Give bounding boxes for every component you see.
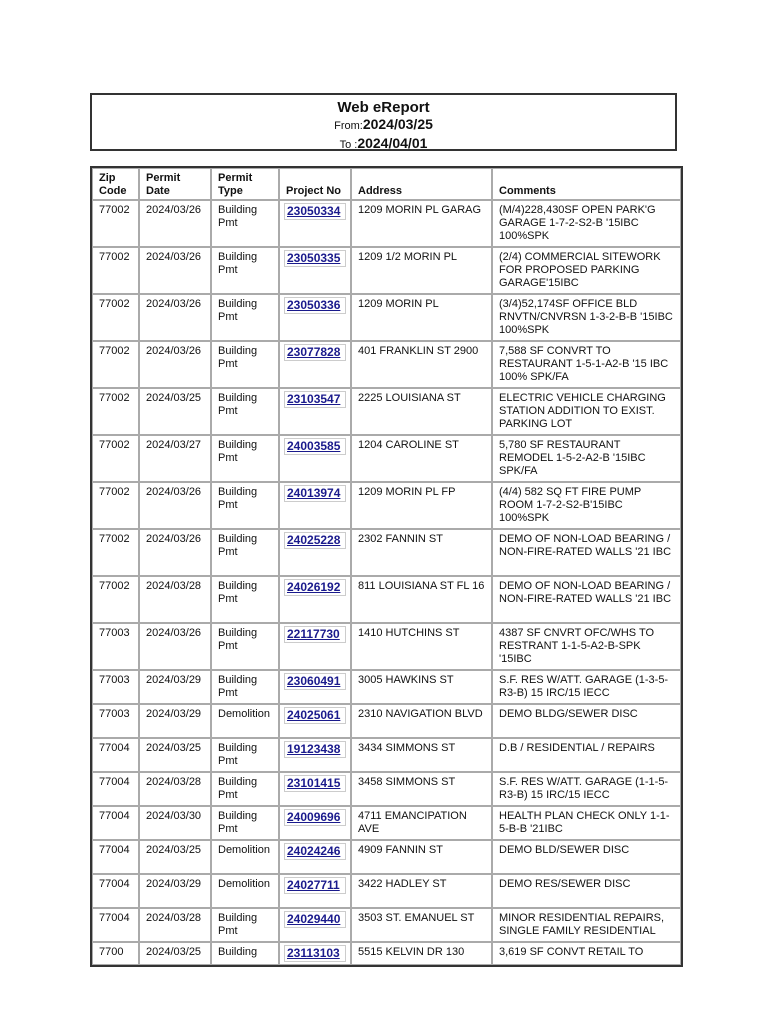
comments-cell: DEMO OF NON-LOAD BEARING / NON-FIRE-RATED WALLS '21 IBC [492,529,681,576]
project-cell [279,294,351,341]
comments-cell: (3/4)52,174SF OFFICE BLD RNVTN/CNVRSN 1-3-2-B-B '15IBC 100%SPK [492,294,681,341]
table-row [92,623,681,670]
table-row [92,806,681,840]
permit-table [90,166,683,967]
address-cell: 3422 HADLEY ST [351,874,492,908]
date-cell: 2024/03/26 [139,341,211,388]
type-cell: Building Pmt [211,576,279,623]
to-date: 2024/04/01 [357,135,428,151]
date-cell: 2024/03/26 [139,200,211,247]
project-link[interactable]: 23101415 [284,775,346,792]
type-cell: Building Pmt [211,247,279,294]
project-cell [279,670,351,704]
date-cell: 2024/03/25 [139,388,211,435]
date-cell: 2024/03/26 [139,529,211,576]
project-link[interactable]: 23113103 [284,945,346,962]
comments-cell: (M/4)228,430SF OPEN PARK'G GARAGE 1-7-2-S2-B '15IBC 100%SPK [492,200,681,247]
table-row [92,200,681,247]
table-row [92,247,681,294]
date-cell: 2024/03/29 [139,704,211,738]
comments-cell: DEMO BLDG/SEWER DISC [492,704,681,738]
col-project: Project No [279,168,351,200]
address-cell: 4711 EMANCIPATION AVE [351,806,492,840]
address-cell: 3458 SIMMONS ST [351,772,492,806]
comments-cell: D.B / RESIDENTIAL / REPAIRS [492,738,681,772]
table-row [92,576,681,623]
date-cell: 2024/03/26 [139,482,211,529]
date-cell: 2024/03/25 [139,738,211,772]
project-link[interactable]: 23060491 [284,673,346,690]
table-row [92,942,681,965]
project-link[interactable]: 24025061 [284,707,346,724]
type-cell: Building Pmt [211,806,279,840]
address-cell: 1410 HUTCHINS ST [351,623,492,670]
report-header [90,93,677,151]
zip-cell: 77004 [92,874,139,908]
comments-cell: DEMO RES/SEWER DISC [492,874,681,908]
type-cell: Demolition [211,874,279,908]
zip-cell: 77002 [92,388,139,435]
zip-cell: 77002 [92,200,139,247]
project-link[interactable]: 19123438 [284,741,346,758]
from-label: From: [334,120,363,132]
project-link[interactable]: 23050336 [284,297,346,314]
project-cell [279,772,351,806]
zip-cell: 77003 [92,704,139,738]
zip-cell: 77002 [92,482,139,529]
address-cell: 3503 ST. EMANUEL ST [351,908,492,942]
project-cell [279,576,351,623]
address-cell: 1209 MORIN PL FP [351,482,492,529]
comments-cell: 5,780 SF RESTAURANT REMODEL 1-5-2-A2-B '15IBC SPK/FA [492,435,681,482]
address-cell: 1204 CAROLINE ST [351,435,492,482]
address-cell: 3005 HAWKINS ST [351,670,492,704]
zip-cell: 77004 [92,840,139,874]
zip-cell: 77002 [92,435,139,482]
table-row [92,738,681,772]
date-cell: 2024/03/25 [139,942,211,965]
comments-cell: (2/4) COMMERCIAL SITEWORK FOR PROPOSED PARKING GARAGE'15IBC [492,247,681,294]
table-row [92,772,681,806]
zip-cell: 77003 [92,623,139,670]
type-cell: Demolition [211,840,279,874]
type-cell: Building Pmt [211,435,279,482]
project-link[interactable]: 23050334 [284,203,346,220]
project-cell [279,874,351,908]
date-cell: 2024/03/25 [139,840,211,874]
table-row [92,704,681,738]
table-row [92,874,681,908]
address-cell: 2225 LOUISIANA ST [351,388,492,435]
comments-cell: S.F. RES W/ATT. GARAGE (1-3-5-R3-B) 15 IRC/15 IECC [492,670,681,704]
table-row [92,908,681,942]
comments-cell: MINOR RESIDENTIAL REPAIRS, SINGLE FAMILY RESIDENTIAL [492,908,681,942]
comments-cell: S.F. RES W/ATT. GARAGE (1-1-5-R3-B) 15 IRC/15 IECC [492,772,681,806]
table-row [92,670,681,704]
project-link[interactable]: 24013974 [284,485,346,502]
type-cell: Building Pmt [211,772,279,806]
address-cell: 4909 FANNIN ST [351,840,492,874]
zip-cell: 7700 [92,942,139,965]
project-cell [279,529,351,576]
comments-cell: (4/4) 582 SQ FT FIRE PUMP ROOM 1-7-2-S2-B'15IBC 100%SPK [492,482,681,529]
project-cell [279,704,351,738]
address-cell: 1209 MORIN PL GARAG [351,200,492,247]
project-cell [279,341,351,388]
address-cell: 1209 MORIN PL [351,294,492,341]
report-title: Web eReport [337,99,430,116]
date-cell: 2024/03/28 [139,576,211,623]
table-row [92,529,681,576]
zip-cell: 77002 [92,247,139,294]
table-row [92,435,681,482]
type-cell: Building Pmt [211,388,279,435]
project-cell [279,840,351,874]
type-cell: Building [211,942,279,965]
comments-cell: 4387 SF CNVRT OFC/WHS TO RESTRANT 1-1-5-A2-B-SPK '15IBC [492,623,681,670]
type-cell: Building Pmt [211,200,279,247]
project-cell [279,623,351,670]
project-link[interactable]: 22117730 [284,626,346,643]
project-cell [279,482,351,529]
project-cell [279,435,351,482]
date-cell: 2024/03/26 [139,623,211,670]
address-cell: 5515 KELVIN DR 130 [351,942,492,965]
zip-cell: 77004 [92,772,139,806]
table-row [92,341,681,388]
type-cell: Building Pmt [211,529,279,576]
project-link[interactable]: 24009696 [284,809,346,826]
date-cell: 2024/03/29 [139,874,211,908]
project-link[interactable]: 23103547 [284,391,346,408]
type-cell: Building Pmt [211,482,279,529]
address-cell: 2310 NAVIGATION BLVD [351,704,492,738]
project-link[interactable]: 24025228 [284,532,346,549]
from-date: 2024/03/25 [362,116,433,132]
col-zip: Zip Code [92,168,139,200]
header-row [92,168,681,200]
zip-cell: 77004 [92,806,139,840]
type-cell: Building Pmt [211,738,279,772]
date-cell: 2024/03/29 [139,670,211,704]
col-type: Permit Type [211,168,279,200]
type-cell: Building Pmt [211,341,279,388]
type-cell: Building Pmt [211,670,279,704]
table-row [92,482,681,529]
address-cell: 3434 SIMMONS ST [351,738,492,772]
zip-cell: 77002 [92,294,139,341]
zip-cell: 77002 [92,576,139,623]
comments-cell: ELECTRIC VEHICLE CHARGING STATION ADDITION TO EXIST. PARKING LOT [492,388,681,435]
project-cell [279,738,351,772]
date-cell: 2024/03/28 [139,772,211,806]
project-cell [279,806,351,840]
zip-cell: 77004 [92,908,139,942]
project-cell [279,942,351,965]
project-link[interactable]: 24027711 [284,877,346,894]
date-cell: 2024/03/27 [139,435,211,482]
address-cell: 1209 1/2 MORIN PL [351,247,492,294]
date-cell: 2024/03/26 [139,294,211,341]
comments-cell: 3,619 SF CONVT RETAIL TO [492,942,681,965]
type-cell: Building Pmt [211,623,279,670]
address-cell: 401 FRANKLIN ST 2900 [351,341,492,388]
date-from [92,116,675,135]
project-cell [279,200,351,247]
date-cell: 2024/03/30 [139,806,211,840]
table-row [92,388,681,435]
zip-cell: 77002 [92,341,139,388]
project-link[interactable]: 24003585 [284,438,346,455]
col-comments: Comments [492,168,681,200]
project-link[interactable]: 23077828 [284,344,346,361]
comments-cell: DEMO OF NON-LOAD BEARING / NON-FIRE-RATED WALLS '21 IBC [492,576,681,623]
comments-cell: 7,588 SF CONVRT TO RESTAURANT 1-5-1-A2-B '15 IBC 100% SPK/FA [492,341,681,388]
project-cell [279,247,351,294]
zip-cell: 77002 [92,529,139,576]
project-link[interactable]: 24029440 [284,911,346,928]
to-label: To : [339,139,358,151]
table-row [92,840,681,874]
type-cell: Building Pmt [211,294,279,341]
project-link[interactable]: 24024246 [284,843,346,860]
project-link[interactable]: 24026192 [284,579,346,596]
date-cell: 2024/03/26 [139,247,211,294]
col-date: Permit Date [139,168,211,200]
type-cell: Demolition [211,704,279,738]
project-cell [279,908,351,942]
date-cell: 2024/03/28 [139,908,211,942]
project-cell [279,388,351,435]
col-address: Address [351,168,492,200]
address-cell: 2302 FANNIN ST [351,529,492,576]
comments-cell: DEMO BLD/SEWER DISC [492,840,681,874]
date-to [92,135,675,154]
zip-cell: 77004 [92,738,139,772]
comments-cell: HEALTH PLAN CHECK ONLY 1-1-5-B-B '21IBC [492,806,681,840]
zip-cell: 77003 [92,670,139,704]
type-cell: Building Pmt [211,908,279,942]
table-row [92,294,681,341]
project-link[interactable]: 23050335 [284,250,346,267]
address-cell: 811 LOUISIANA ST FL 16 [351,576,492,623]
